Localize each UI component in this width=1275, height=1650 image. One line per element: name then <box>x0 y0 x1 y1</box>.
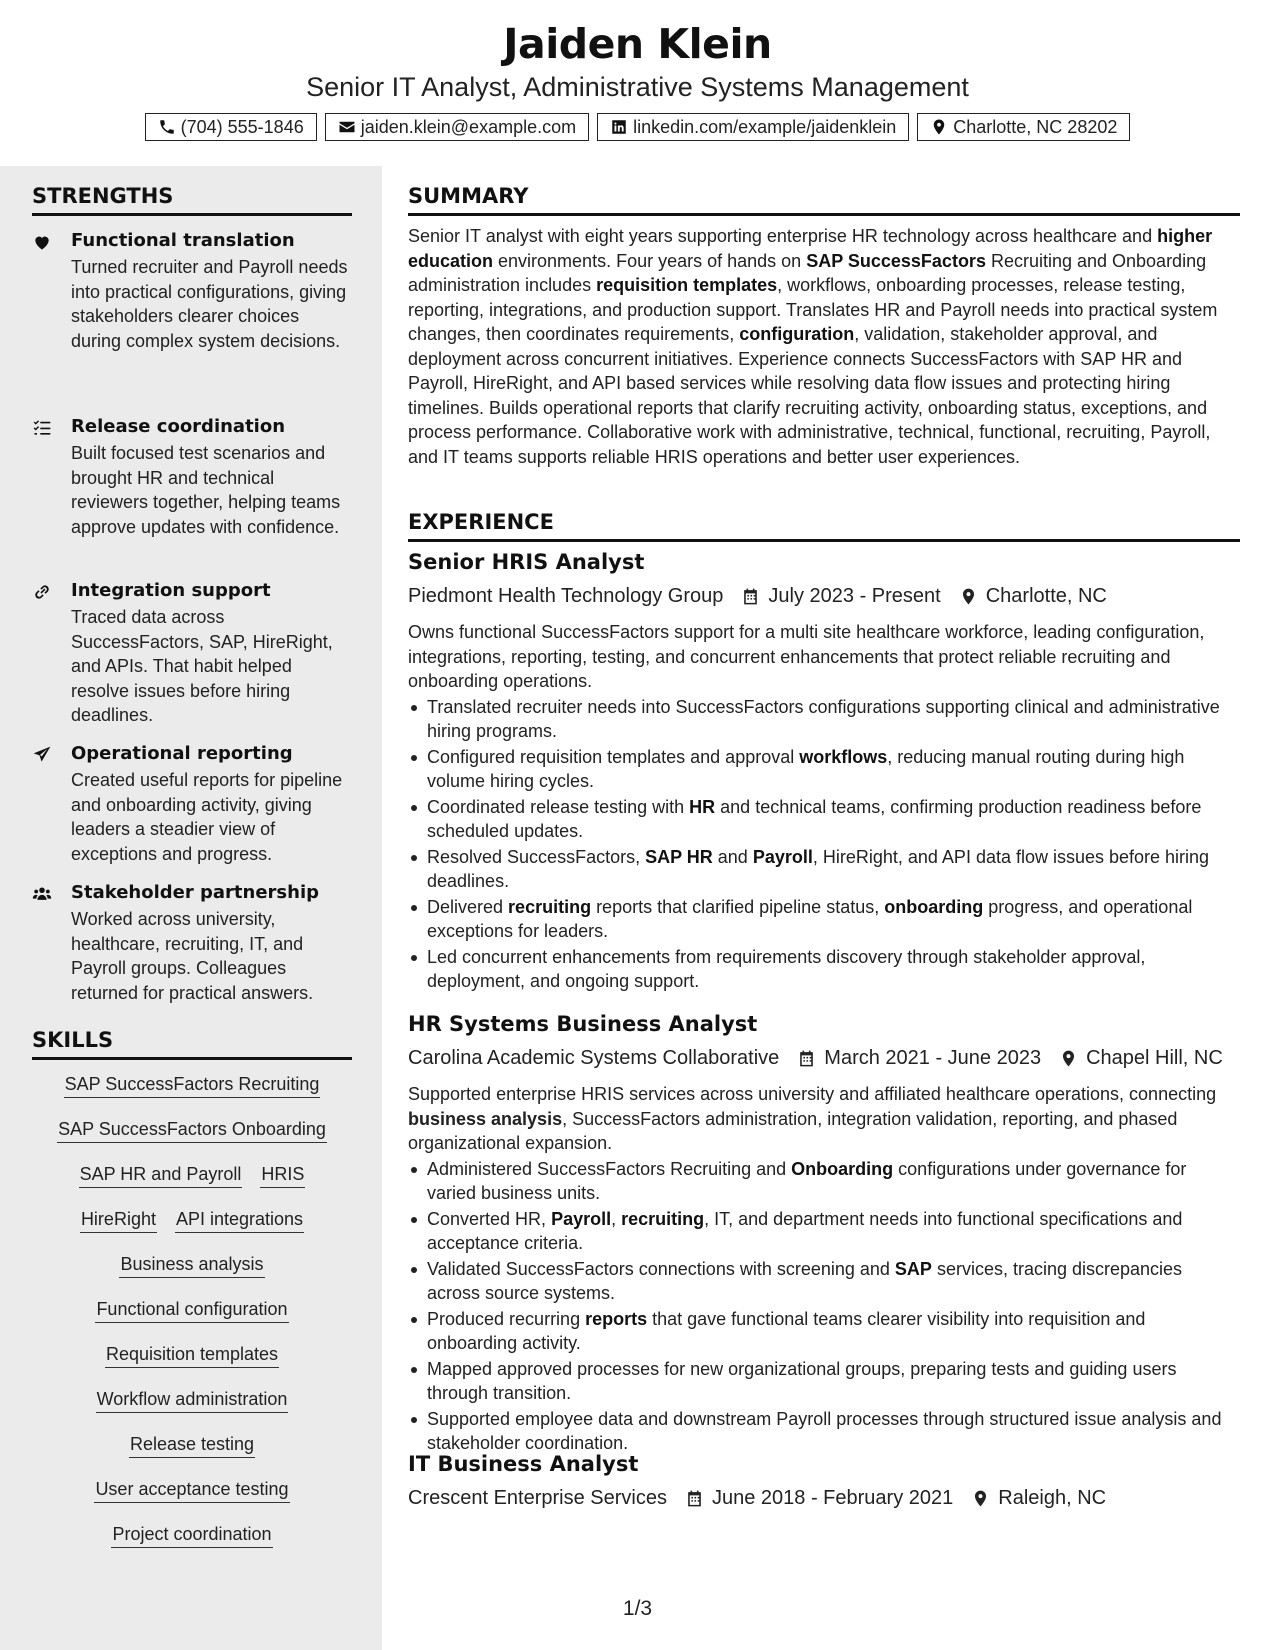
skill-tag: Workflow administration <box>96 1387 289 1413</box>
sidebar <box>0 166 382 1650</box>
envelope-icon <box>338 118 356 136</box>
skill-tag: Functional configuration <box>95 1297 288 1323</box>
text-run: , HireRight, and API data flow issues before hiring deadlines. <box>427 846 1210 891</box>
contact-location-text: Charlotte, NC 28202 <box>953 116 1118 137</box>
text-run: Supported enterprise HRIS services across university and affiliated healthcare operations, connecting <box>408 1084 1217 1104</box>
text-run: reports that clarified pipeline status, <box>591 896 885 917</box>
strength-text: Traced data across SuccessFactors, SAP, HireRight, and APIs. That habit helped resolve issues before hiring deadlines. <box>71 607 333 725</box>
emphasis-text: SAP <box>894 1258 932 1279</box>
skills-list <box>32 1072 352 1567</box>
text-run: Supported employee data and downstream Payroll processes through structured issue analysis and stakeholder coordination. <box>427 1408 1222 1453</box>
skill-tag: API integrations <box>175 1207 304 1233</box>
emphasis-text: SAP HR <box>645 846 713 867</box>
calendar-icon <box>685 1489 704 1508</box>
bullet-item <box>408 1307 1240 1356</box>
skill-row <box>32 1297 352 1342</box>
summary-heading: SUMMARY <box>408 184 1240 216</box>
checklist-icon <box>32 418 54 438</box>
page-number: 1/3 <box>622 1597 653 1620</box>
emphasis-text: recruiting <box>621 1208 705 1229</box>
emphasis-text: Payroll <box>551 1208 612 1229</box>
bullet-item <box>408 1207 1240 1256</box>
candidate-name: Jaiden Klein <box>503 20 772 68</box>
strength-text: Worked across university, healthcare, recruiting, IT, and Payroll groups. Colleagues returned for practical answers. <box>71 909 314 1003</box>
strength-text: Turned recruiter and Payroll needs into practical configurations, giving stakeholders clearer choices during complex system decisions. <box>71 257 348 351</box>
bullet-item <box>408 945 1240 994</box>
text-run: Produced recurring <box>427 1308 586 1329</box>
job-location: Chapel Hill, NC <box>1086 1046 1223 1069</box>
heart-icon <box>32 232 54 252</box>
skill-row <box>32 1252 352 1297</box>
strength-text: Built focused test scenarios and brought HR and technical reviewers together, helping teams approve updates with confidence. <box>71 443 341 537</box>
skill-tag: Business analysis <box>119 1252 264 1278</box>
job-entry <box>408 550 1240 994</box>
contact-location[interactable] <box>917 113 1130 141</box>
job-dates: July 2023 - Present <box>768 584 941 607</box>
skill-tag: Project coordination <box>111 1522 272 1548</box>
job-bullets <box>408 1157 1240 1456</box>
text-run: , workflows, onboarding processes, release testing, reporting, integrations, and production support. Translates HR and Payroll needs into practical system changes, then coordinates requirements, <box>408 275 1218 344</box>
text-run: , reducing manual routing during high volume hiring cycles. <box>427 746 1185 791</box>
job-title: HR Systems Business Analyst <box>408 1012 758 1036</box>
skill-row <box>32 1387 352 1432</box>
map-marker-icon <box>959 587 978 606</box>
job-title: Senior HRIS Analyst <box>408 550 645 574</box>
skill-tag: Release testing <box>129 1432 255 1458</box>
emphasis-text: HR <box>689 796 716 817</box>
bullet-item <box>408 1357 1240 1406</box>
strength-title: Stakeholder partnership <box>71 882 319 903</box>
paper-plane-icon <box>32 745 54 765</box>
text-run: and technical teams, confirming production readiness before scheduled updates. <box>427 796 1202 841</box>
contact-phone[interactable] <box>145 113 317 141</box>
emphasis-text: onboarding <box>884 896 984 917</box>
users-icon <box>32 884 54 904</box>
skill-row <box>32 1342 352 1387</box>
emphasis-text: recruiting <box>508 896 592 917</box>
job-entry <box>408 1452 1240 1514</box>
text-run: , IT, and department needs into functional specifications and acceptance criteria. <box>427 1208 1183 1253</box>
text-run: Validated SuccessFactors connections with screening and <box>427 1258 895 1279</box>
text-run: , validation, stakeholder approval, and deployment across concurrent initiatives. Experience connects SuccessFactors with SAP HR and Payroll, HireRight, and API based services while resolving data flow issues and protecting hiring timelines. Builds operational reports that clarify recruiting activity, onboarding status, exceptions, and process performance. Collaborative work with administrative, technical, functional, recruiting, Payroll, and IT teams supports reliable HRIS operations and better user experiences. <box>408 324 1211 467</box>
job-description: Owns functional SuccessFactors support for a multi site healthcare workforce, leading configuration, integrations, reporting, testing, and concurrent enhancements that protect reliable recruiting and onboarding operations. <box>408 622 1205 691</box>
contact-linkedin-text: linkedin.com/example/jaidenklein <box>633 116 897 137</box>
link-icon <box>32 582 54 602</box>
job-meta <box>408 580 1240 612</box>
job-location: Charlotte, NC <box>985 584 1107 607</box>
text-run: Mapped approved processes for new organizational groups, preparing tests and guiding users through transition. <box>427 1358 1177 1403</box>
text-run: Configured requisition templates and approval <box>427 746 800 767</box>
text-run: Senior IT analyst with eight years supporting enterprise HR technology across healthcare and <box>408 226 1158 246</box>
contact-linkedin[interactable] <box>597 113 909 141</box>
phone-icon <box>158 118 176 136</box>
contact-phone-text: (704) 555-1846 <box>180 116 304 137</box>
bullet-item <box>408 695 1240 744</box>
contact-email[interactable] <box>325 113 589 141</box>
skill-tag: SAP SuccessFactors Recruiting <box>64 1072 321 1098</box>
skill-tag: SAP SuccessFactors Onboarding <box>57 1117 327 1143</box>
text-run: Converted HR, <box>427 1208 552 1229</box>
skill-tag: Requisition templates <box>105 1342 279 1368</box>
text-run: , SuccessFactors administration, integration validation, reporting, and phased organizational expansion. <box>408 1108 1178 1153</box>
bullet-item <box>408 1407 1240 1456</box>
bullet-item <box>408 745 1240 794</box>
contact-email-text: jaiden.klein@example.com <box>360 116 577 137</box>
bullet-item <box>408 1157 1240 1206</box>
calendar-icon <box>797 1049 816 1068</box>
text-run: services, tracing discrepancies across source systems. <box>427 1258 1183 1303</box>
skill-row <box>32 1522 352 1567</box>
skill-row <box>32 1162 352 1207</box>
skill-row <box>32 1432 352 1477</box>
job-bullets <box>408 695 1240 994</box>
strengths-heading: STRENGTHS <box>32 184 352 216</box>
contact-bar <box>0 113 1275 141</box>
emphasis-text: SAP SuccessFactors <box>806 250 986 271</box>
text-run: and <box>712 846 753 867</box>
text-run: Delivered <box>427 896 509 917</box>
job-meta <box>408 1482 1240 1514</box>
skill-row <box>32 1207 352 1252</box>
bullet-item <box>408 895 1240 944</box>
emphasis-text: configuration <box>739 324 855 344</box>
text-run: Translated recruiter needs into SuccessFactors configurations supporting clinical and administrative hiring programs. <box>427 696 1220 741</box>
skill-tag: SAP HR and Payroll <box>79 1162 243 1188</box>
job-company: Piedmont Health Technology Group <box>408 584 724 607</box>
text-run: configurations under governance for varied business units. <box>427 1158 1187 1203</box>
strength-title: Release coordination <box>71 416 286 437</box>
candidate-title: Senior IT Analyst, Administrative Systems Management <box>306 72 969 102</box>
text-run: , <box>611 1208 622 1229</box>
emphasis-text: business analysis <box>408 1108 563 1129</box>
text-run: Resolved SuccessFactors, <box>427 846 646 867</box>
job-meta <box>408 1042 1240 1074</box>
emphasis-text: Onboarding <box>791 1158 894 1179</box>
skill-tag: HireRight <box>80 1207 157 1233</box>
bullet-item <box>408 845 1240 894</box>
emphasis-text: higher education <box>408 226 1213 271</box>
map-marker-icon <box>1059 1049 1078 1068</box>
job-title: IT Business Analyst <box>408 1452 639 1476</box>
strength-title: Integration support <box>71 580 271 601</box>
skills-heading: SKILLS <box>32 1028 352 1060</box>
strength-title: Operational reporting <box>71 743 293 764</box>
text-run: environments. Four years of hands on <box>493 250 807 271</box>
map-marker-icon <box>971 1489 990 1508</box>
job-company: Crescent Enterprise Services <box>408 1486 667 1509</box>
job-dates: June 2018 - February 2021 <box>711 1486 954 1509</box>
emphasis-text: reports <box>585 1308 648 1329</box>
text-run: Administered SuccessFactors Recruiting and <box>427 1158 792 1179</box>
skill-row <box>32 1117 352 1162</box>
skill-tag: HRIS <box>260 1162 305 1188</box>
linkedin-icon <box>610 118 628 136</box>
job-company: Carolina Academic Systems Collaborative <box>408 1046 780 1069</box>
job-location: Raleigh, NC <box>998 1486 1107 1509</box>
summary-text <box>408 224 1240 469</box>
text-run: Coordinated release testing with <box>427 796 690 817</box>
text-run: that gave functional teams clearer visibility into requisition and onboarding activity. <box>427 1308 1146 1353</box>
map-marker-icon <box>930 118 948 136</box>
experience-heading: EXPERIENCE <box>408 510 1240 542</box>
emphasis-text: Payroll <box>752 846 813 867</box>
job-description <box>408 1082 1240 1156</box>
bullet-item <box>408 1257 1240 1306</box>
skill-row <box>32 1477 352 1522</box>
bullet-item <box>408 795 1240 844</box>
skill-row <box>32 1072 352 1117</box>
text-run: Recruiting and Onboarding administration includes <box>408 250 1207 295</box>
strength-text: Created useful reports for pipeline and onboarding activity, giving leaders a steadier view of exceptions and progress. <box>71 770 343 864</box>
strength-title: Functional translation <box>71 230 295 251</box>
emphasis-text: workflows <box>799 746 888 767</box>
job-dates: March 2021 - June 2023 <box>824 1046 1042 1069</box>
text-run: Led concurrent enhancements from requirements discovery through stakeholder approval, deployment, and ongoing support. <box>427 946 1146 991</box>
emphasis-text: requisition templates <box>596 275 778 295</box>
resume-header <box>0 0 1275 166</box>
job-entry <box>408 1012 1240 1456</box>
skill-tag: User acceptance testing <box>94 1477 289 1503</box>
calendar-icon <box>741 587 760 606</box>
text-run: progress, and operational exceptions for leaders. <box>427 896 1193 941</box>
